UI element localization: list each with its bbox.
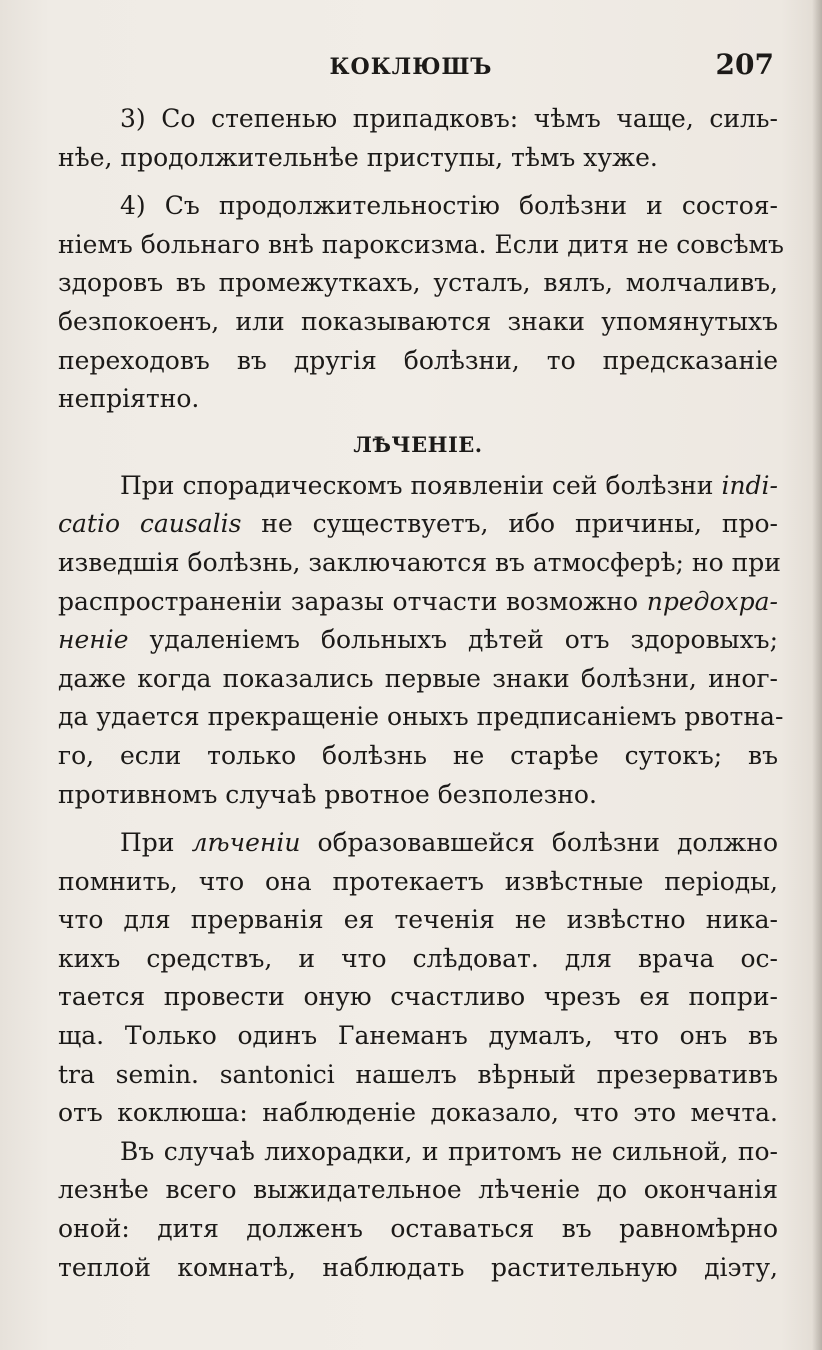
text-line: нѣе, продолжительнѣе приступы, тѣмъ хуже. — [58, 142, 658, 172]
line-text: удаленіемъ больныхъ дѣтей отъ здоровыхъ; — [128, 625, 778, 655]
text-line: здоровъ въ промежуткахъ, усталъ, вялъ, молчаливъ, — [58, 268, 778, 298]
text-line — [58, 737, 778, 776]
line-text: распространеніи заразы отчасти возможно — [58, 586, 647, 616]
body-text — [58, 100, 784, 1287]
line-text: При — [120, 828, 192, 858]
line-text: не существуетъ, ибо причины, про- — [241, 509, 778, 539]
paragraph-treatment — [58, 824, 778, 1133]
text-line: оной: дитя долженъ оставаться въ равномѣрно — [58, 1214, 778, 1244]
paragraph-prognosis-4 — [58, 187, 784, 419]
line-text: tra semin. santonici нашелъ вѣрный презервативъ — [58, 1059, 778, 1089]
text-line — [58, 544, 781, 583]
line-text: противномъ случаѣ рвотное безполезно. — [58, 779, 597, 809]
line-text: отъ коклюша: наблюденіе доказало, что это мечта. — [58, 1098, 778, 1128]
text-line — [58, 940, 778, 979]
line-text: что для прерванія ея теченія не извѣстно ника- — [58, 905, 778, 935]
text-line — [58, 901, 778, 940]
text-line — [58, 583, 778, 622]
running-head: КОКЛЮШЪ — [329, 54, 493, 80]
italic-term: предохра- — [646, 586, 778, 616]
page-edge-shadow — [812, 0, 822, 1350]
text-line — [58, 776, 778, 815]
text-line: теплой комнатѣ, наблюдать растительную діэту, — [58, 1252, 778, 1282]
page-header — [0, 48, 822, 88]
text-line: ніемъ больнаго внѣ пароксизма. Если дитя не совсѣмъ — [58, 229, 784, 259]
text-line — [58, 863, 778, 902]
text-line: 4) Съ продолжительностію болѣзни и состоя- — [120, 191, 778, 221]
line-text: образовавшейся болѣзни должно — [300, 828, 778, 858]
line-text: кихъ средствъ, и что слѣдоват. для врача ос- — [58, 943, 778, 973]
text-line — [58, 824, 778, 863]
line-text: изведшія болѣзнь, заключаются въ атмосферѣ; но при — [58, 547, 781, 577]
text-line — [58, 1056, 778, 1095]
text-line: Въ случаѣ лихорадки, и притомъ не сильной, по- — [120, 1136, 778, 1166]
italic-term: indi- — [721, 470, 778, 500]
italic-term: неніе — [58, 625, 129, 655]
text-line — [58, 660, 778, 699]
italic-term: catio causalis — [58, 509, 242, 539]
text-line — [58, 621, 778, 660]
text-line: переходовъ въ другія болѣзни, то предсказаніе — [58, 345, 778, 375]
line-text: помнить, что она протекаетъ извѣстные періоды, — [58, 866, 778, 896]
section-heading: ЛѢЧЕНІЕ. — [353, 431, 483, 457]
line-text: ща. Только одинъ Ганеманъ думалъ, что онъ въ — [58, 1021, 778, 1051]
paragraph-sporadic — [58, 467, 784, 814]
page-number: 207 — [715, 48, 774, 81]
line-text: даже когда показались первые знаки болѣзни, иног- — [58, 663, 778, 693]
text-line: безпокоенъ, или показываются знаки упомянутыхъ — [58, 306, 778, 336]
text-line — [58, 1094, 778, 1133]
line-text: го, если только болѣзнь не старѣе сутокъ; въ — [58, 740, 778, 770]
text-line — [58, 1017, 778, 1056]
line-text: да удается прекращеніе оныхъ предписаніемъ рвотна- — [58, 702, 784, 732]
text-line — [58, 467, 778, 506]
text-line — [58, 698, 784, 737]
text-line — [58, 505, 778, 544]
line-text: При спорадическомъ появленіи сей болѣзни — [120, 470, 722, 500]
italic-term: лѣченіи — [191, 828, 301, 858]
text-line — [58, 978, 778, 1017]
text-line: 3) Со степенью припадковъ: чѣмъ чаще, силь- — [120, 104, 778, 133]
text-line: лезнѣе всего выжидательное лѣченіе до окончанія — [58, 1175, 778, 1205]
line-text: тается провести оную счастливо чрезъ ея попри- — [58, 982, 778, 1012]
paragraph-fever — [58, 1133, 778, 1287]
text-line: непріятно. — [58, 384, 200, 414]
paragraph-prognosis-3 — [58, 100, 778, 177]
